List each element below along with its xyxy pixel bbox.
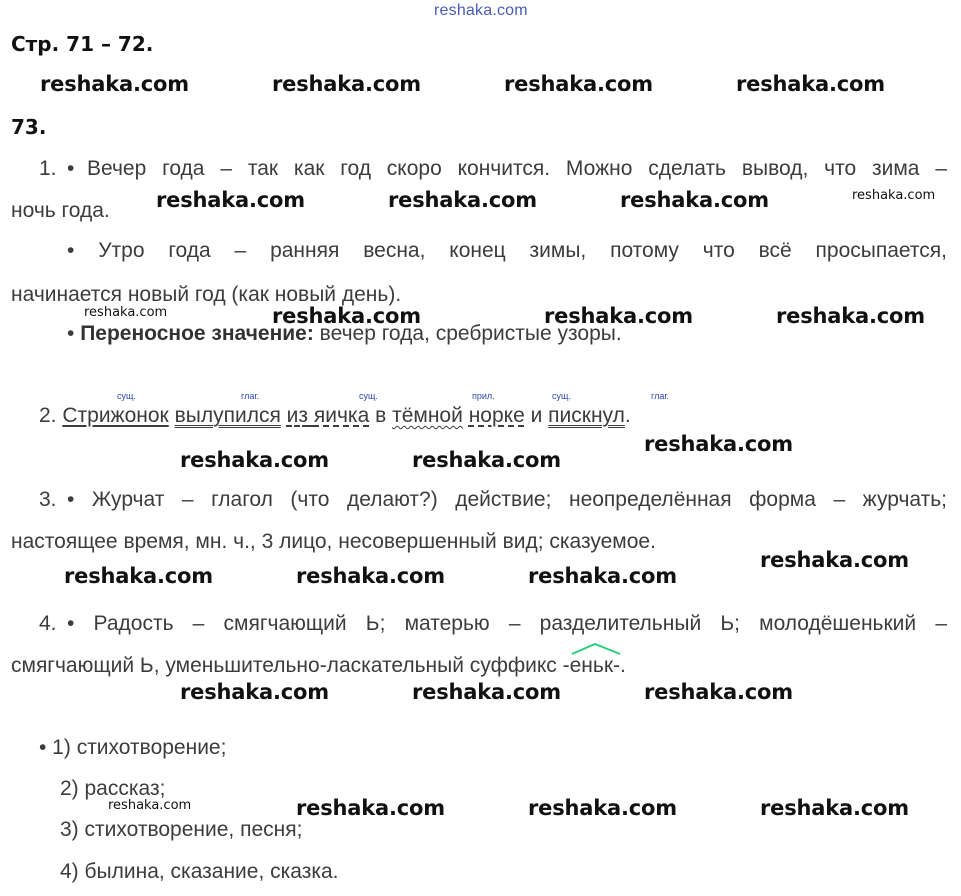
item3-line2: настоящее время, мн. ч., 3 лицо, несовершенный вид; сказуемое. — [11, 530, 656, 553]
label-verb: глаг. — [241, 391, 260, 401]
top-watermark: reshaka.com — [434, 2, 528, 19]
watermark: reshaka.com — [272, 304, 421, 328]
item4-line2 — [11, 654, 626, 678]
suffix-arc-icon — [570, 642, 622, 656]
item1-line1: Вечер года – так как год скоро кончится. Можно сделать вывод, что зима – — [87, 157, 947, 180]
list-item: • 1) стихотворение; — [39, 736, 227, 759]
item1-number: 1. — [39, 157, 57, 180]
word-attribute: тёмной — [392, 404, 463, 427]
bullet: • — [67, 322, 75, 345]
suffix-text: еньк — [569, 654, 614, 677]
watermark: reshaka.com — [776, 304, 925, 328]
watermark: reshaka.com — [528, 796, 677, 820]
label-verb: глаг. — [651, 391, 670, 401]
label-noun: сущ. — [117, 391, 136, 401]
watermark: reshaka.com — [644, 680, 793, 704]
watermark: reshaka.com — [528, 564, 677, 588]
exercise-number: 73. — [11, 115, 47, 139]
watermark: reshaka.com — [412, 680, 561, 704]
watermark: reshaka.com — [156, 188, 305, 212]
watermark: reshaka.com — [40, 72, 189, 96]
item1-bullet: • — [67, 157, 75, 180]
watermark: reshaka.com — [736, 72, 885, 96]
page-range-heading: Стр. 71 – 72. — [11, 32, 154, 56]
word-circumstance: норке — [468, 404, 525, 427]
item2-number: 2. — [39, 404, 57, 427]
watermark: reshaka.com — [180, 448, 329, 472]
item4-number: 4. — [39, 612, 57, 635]
watermark-small: reshaka.com — [108, 798, 192, 813]
watermark: reshaka.com — [620, 188, 769, 212]
watermark: reshaka.com — [388, 188, 537, 212]
item1-figurative — [67, 322, 622, 346]
watermark: reshaka.com — [644, 432, 793, 456]
word-preposition-phrase — [287, 404, 370, 427]
item1-line2: ночь года. — [11, 199, 110, 222]
item3-line1: • Журчат – глагол (что делают?) действие; неопределённая форма – журчать; — [67, 488, 947, 511]
watermark: reshaka.com — [272, 72, 421, 96]
item1-line3: • Утро года – ранняя весна, конец зимы, потому что всё просыпается, — [67, 239, 947, 262]
word-predicate: пискнул — [548, 404, 625, 427]
item4-text: смягчающий Ь, уменьшительно-ласкательный суффикс - — [11, 654, 570, 677]
watermark: reshaka.com — [760, 548, 909, 572]
watermark: reshaka.com — [760, 796, 909, 820]
watermark-small: reshaka.com — [852, 188, 936, 203]
item4-end: -. — [613, 654, 626, 677]
watermark: reshaka.com — [296, 796, 445, 820]
label-adj: прил. — [472, 391, 495, 401]
period: . — [624, 404, 631, 427]
item3-number: 3. — [39, 488, 57, 511]
word: и — [530, 404, 543, 427]
word-predicate: вылупился — [174, 404, 281, 427]
item4-line1: • Радость – смягчающий Ь; матерью – разделительный Ь; молодёшенький – — [67, 612, 947, 635]
figurative-label: Переносное значение: — [80, 322, 314, 345]
watermark: reshaka.com — [64, 564, 213, 588]
word: в — [375, 404, 387, 427]
watermark: reshaka.com — [180, 680, 329, 704]
suffix — [570, 654, 613, 678]
watermark: reshaka.com — [544, 304, 693, 328]
word: из — [286, 404, 309, 427]
word: яичка — [313, 404, 370, 427]
word-subject: Стрижонок — [62, 404, 169, 427]
list-item: 4) былина, сказание, сказка. — [60, 860, 339, 883]
watermark-small: reshaka.com — [84, 305, 168, 320]
watermark: reshaka.com — [412, 448, 561, 472]
list-item: 2) рассказ; — [60, 777, 166, 800]
label-noun: сущ. — [359, 391, 378, 401]
figurative-text: вечер года, сребристые узоры. — [313, 322, 622, 345]
watermark: reshaka.com — [504, 72, 653, 96]
watermark: reshaka.com — [296, 564, 445, 588]
list-item: 3) стихотворение, песня; — [60, 818, 303, 841]
label-noun: сущ. — [552, 391, 571, 401]
item2-sentence — [39, 404, 631, 428]
item1-line4: начинается новый год (как новый день). — [11, 283, 402, 306]
